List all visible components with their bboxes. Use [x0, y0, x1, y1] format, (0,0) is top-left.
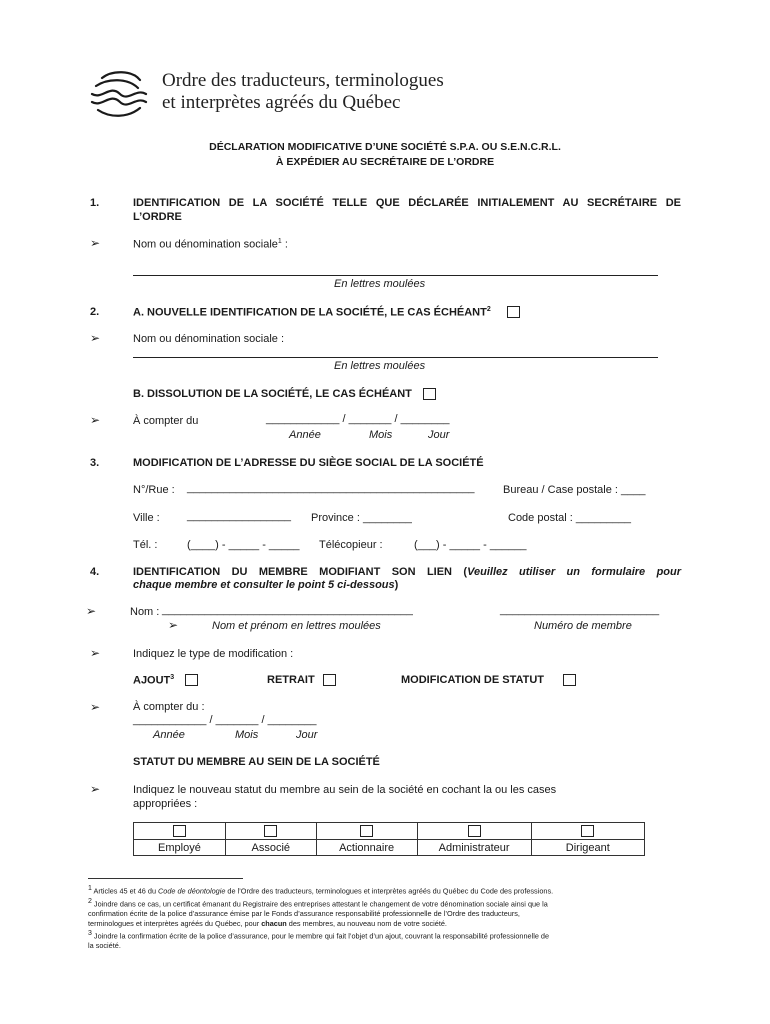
modification-type-label: Indiquez le type de modification : [133, 648, 294, 660]
section-4-number: 4. [90, 566, 100, 578]
street-field[interactable]: _______________________________________________ [187, 482, 475, 494]
member-status-table [133, 822, 645, 856]
member-number-field[interactable]: __________________________ [500, 604, 660, 616]
status-change-label: MODIFICATION DE STATUT [401, 674, 544, 686]
street-label: N°/Rue : [133, 484, 175, 496]
arrow-bullet-icon: ➢ [90, 413, 101, 427]
section-4-heading: IDENTIFICATION DU MEMBRE MODIFIANT SON LIEN (Veuillez utiliser un formulaire pour [133, 566, 682, 578]
footnote-2: $^2$ Joindre dans ce cas, un certificat émanant du Registraire des entreprises attestant le changement de votre dénomination sociale ainsi que la confirmation écrite de la police d’assurance émise par le Fonds d’assurance responsabilité professionnelle de l’Ordre des traducteurs, terminologues et interprètes agréés du Québec, pour chacun des membres, au nouveau nom de votre société. [88, 898, 548, 929]
employe-label: Employé [134, 840, 226, 856]
section-3-number: 3. [90, 457, 100, 469]
section-2b-heading: B. DISSOLUTION DE LA SOCIÉTÉ, LE CAS ÉCHÉANT [133, 388, 412, 400]
form-title-line1: DÉCLARATION MODIFICATIVE D’UNE SOCIÉTÉ S.P.A. OU S.E.N.C.R.L. [209, 141, 561, 153]
member-date-label: À compter du : [133, 701, 205, 713]
company-name-caption: En lettres moulées [334, 278, 426, 290]
retrait-checkbox[interactable] [323, 674, 336, 686]
phone-label: Tél. : [133, 539, 158, 551]
employe-checkbox[interactable] [173, 825, 186, 837]
arrow-bullet-icon: ➢ [90, 331, 101, 345]
section-2a-heading: A. NOUVELLE IDENTIFICATION DE LA SOCIÉTÉ, LE CAS ÉCHÉANT$^2$ [133, 306, 491, 319]
province-field[interactable]: Province : ________ [311, 512, 412, 524]
logo [88, 70, 150, 118]
new-name-caption: En lettres moulées [334, 360, 426, 372]
date-annee-caption: Année [153, 729, 185, 741]
associe-checkbox[interactable] [264, 825, 277, 837]
org-name-line2: et interprètes agréés du Québec [162, 92, 401, 113]
ajout-checkbox[interactable] [185, 674, 198, 686]
retrait-label: RETRAIT [267, 674, 315, 686]
company-name-label: Nom ou dénomination sociale$^1$ : [133, 238, 288, 251]
date-jour-caption: Jour [296, 729, 318, 741]
administrateur-label: Administrateur [417, 840, 531, 856]
member-number-caption: Numéro de membre [534, 620, 632, 632]
date-mois-caption: Mois [235, 729, 259, 741]
member-status-heading: STATUT DU MEMBRE AU SEIN DE LA SOCIÉTÉ [133, 756, 380, 768]
dissolution-checkbox[interactable] [423, 388, 436, 400]
org-name-line1: Ordre des traducteurs, terminologues [162, 70, 444, 91]
city-label: Ville : [133, 512, 160, 524]
section-1-heading: IDENTIFICATION DE LA SOCIÉTÉ TELLE QUE DÉCLARÉE INITIALEMENT AU SECRÉTAIRE DE [133, 197, 681, 209]
ajout-label: AJOUT$^3$ [133, 674, 175, 687]
arrow-bullet-icon: ➢ [90, 782, 101, 796]
employe-cell [134, 823, 226, 840]
actionnaire-label: Actionnaire [316, 840, 417, 856]
footnote-3: $^3$ Joindre la confirmation écrite de la police d’assurance, pour le membre qui fait l’objet d’un ajout, couvrant la responsabilité professionnelle de la société. [88, 930, 550, 951]
associe-label: Associé [225, 840, 316, 856]
postal-code-field[interactable]: Code postal : _________ [508, 512, 631, 524]
city-field[interactable]: _________________ [187, 510, 292, 522]
member-status-instruction-line2: appropriées : [133, 798, 198, 810]
footnote-1: $^1$ Articles 45 et 46 du Code de déontologie de l’Ordre des traducteurs, terminologues et interprètes agréés du Québec du Code des professions. [88, 885, 554, 896]
new-identification-checkbox[interactable] [507, 306, 520, 318]
member-name-field[interactable]: _________________________________________ [162, 604, 413, 616]
arrow-bullet-icon: ➢ [90, 700, 101, 714]
dissolution-date-label: À compter du [133, 415, 199, 427]
dirigeant-cell [531, 823, 644, 840]
status-change-checkbox[interactable] [563, 674, 576, 686]
administrateur-cell [417, 823, 531, 840]
date-jour-caption: Jour [428, 429, 450, 441]
member-status-instruction: Indiquez le nouveau statut du membre au sein de la société en cochant la ou les cases [133, 784, 557, 796]
footnote-separator [88, 878, 243, 879]
arrow-bullet-icon: ➢ [90, 236, 101, 250]
arrow-bullet-icon: ➢ [86, 604, 97, 618]
new-name-label: Nom ou dénomination sociale : [133, 333, 285, 345]
dissolution-date-field[interactable]: ____________ / _______ / ________ [266, 413, 450, 425]
administrateur-checkbox[interactable] [468, 825, 481, 837]
dirigeant-label: Dirigeant [531, 840, 644, 856]
date-mois-caption: Mois [369, 429, 393, 441]
dirigeant-checkbox[interactable] [581, 825, 594, 837]
section-1-heading-line2: L’ORDRE [133, 211, 182, 223]
fax-label: Télécopieur : [319, 539, 383, 551]
date-annee-caption: Année [289, 429, 321, 441]
arrow-bullet-icon: ➢ [168, 618, 179, 632]
actionnaire-checkbox[interactable] [360, 825, 373, 837]
member-date-field[interactable]: ____________ / _______ / ________ [133, 714, 317, 726]
new-name-field[interactable] [133, 357, 658, 358]
section-2-number: 2. [90, 306, 100, 318]
member-name-caption: Nom et prénom en lettres moulées [212, 620, 381, 632]
company-name-field[interactable] [133, 275, 658, 276]
section-4-heading-line2: chaque membre et consulter le point 5 ci-dessous) [133, 579, 399, 591]
section-1-number: 1. [90, 197, 100, 209]
form-title-line2: À EXPÉDIER AU SECRÉTAIRE DE L’ORDRE [275, 156, 495, 168]
arrow-bullet-icon: ➢ [90, 646, 101, 660]
po-box-field[interactable]: Bureau / Case postale : ____ [503, 484, 646, 496]
member-name-label: Nom : [130, 606, 160, 618]
phone-field[interactable]: (____) - _____ - _____ [187, 539, 300, 551]
actionnaire-cell [316, 823, 417, 840]
fax-field[interactable]: (___) - _____ - ______ [414, 539, 527, 551]
section-3-heading: MODIFICATION DE L’ADRESSE DU SIÈGE SOCIAL DE LA SOCIÉTÉ [133, 457, 484, 469]
associe-cell [225, 823, 316, 840]
